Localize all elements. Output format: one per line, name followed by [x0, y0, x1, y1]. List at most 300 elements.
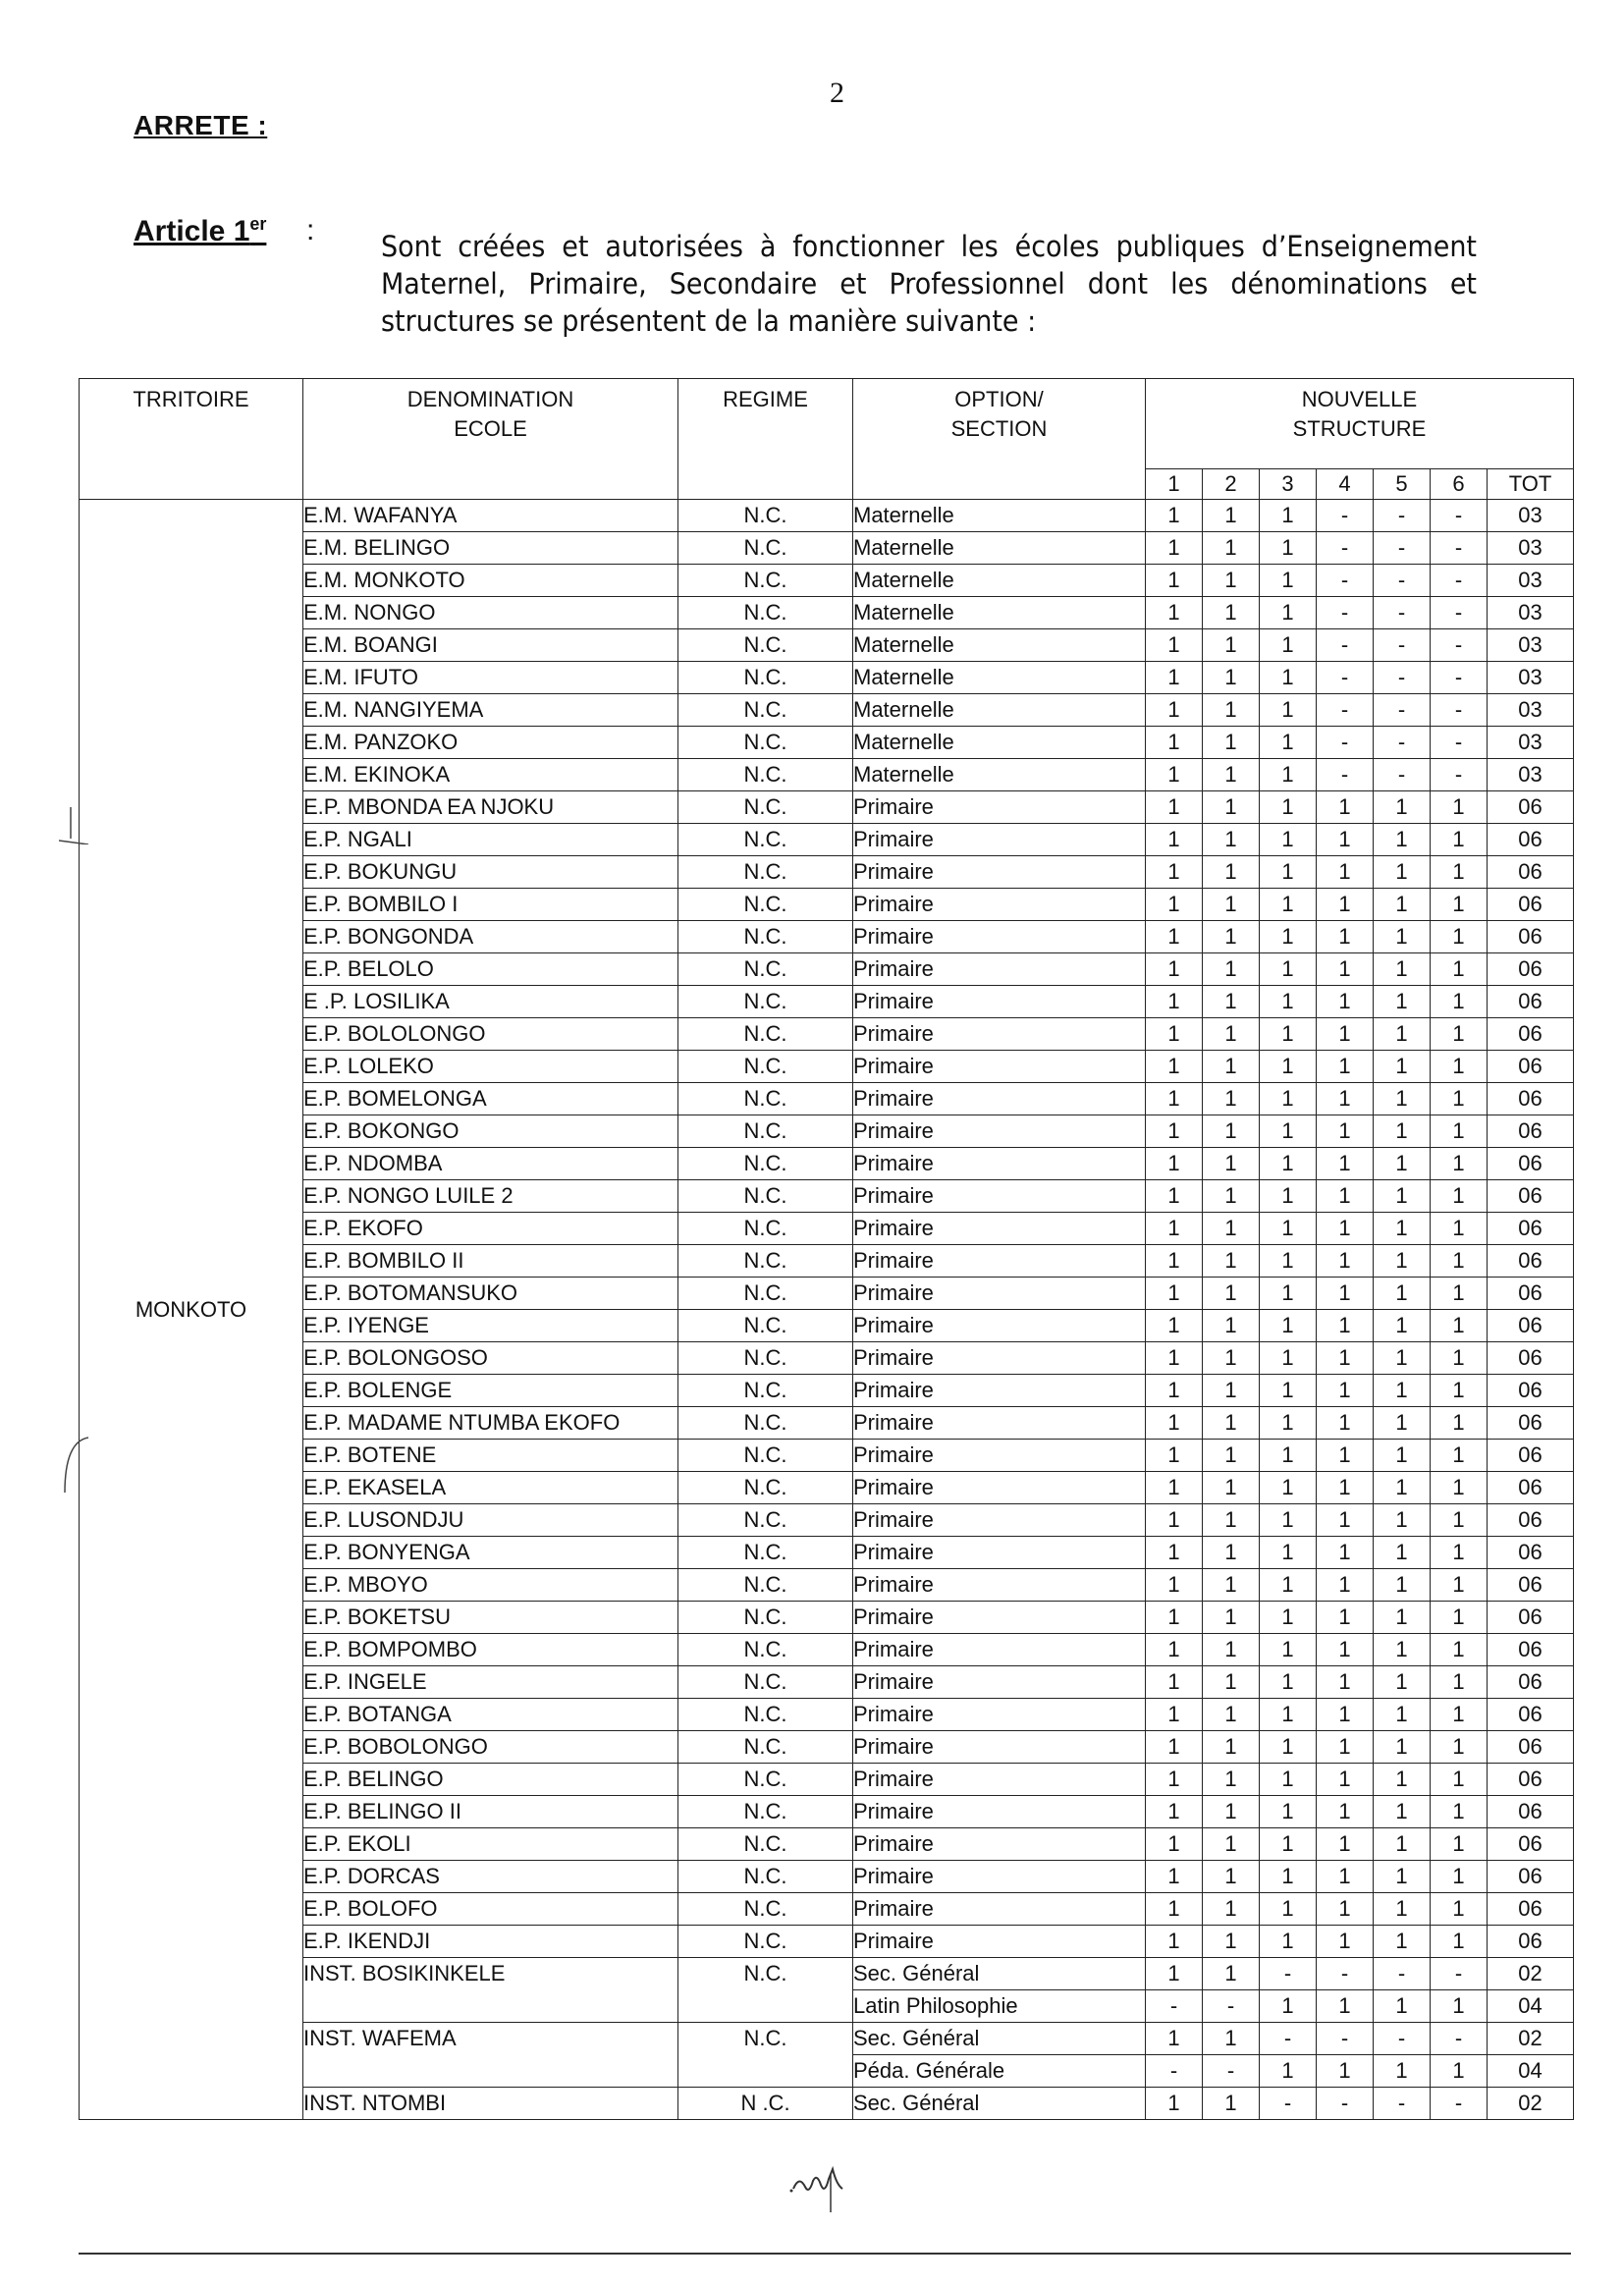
table-row — [80, 1051, 1574, 1083]
table-row — [80, 1310, 1574, 1342]
regime-cell: N.C. — [678, 1180, 853, 1213]
option-cell: Primaire — [853, 1115, 1146, 1148]
level-cell: 1 — [1431, 1926, 1488, 1958]
level-cell: 1 — [1146, 1213, 1203, 1245]
table-row — [80, 1278, 1574, 1310]
table-row — [80, 1148, 1574, 1180]
option-cell: Péda. Générale — [853, 2055, 1146, 2088]
level-cell: 1 — [1374, 1278, 1431, 1310]
table-row — [80, 2055, 1574, 2088]
level-cell: 1 — [1431, 856, 1488, 889]
option-cell: Primaire — [853, 1504, 1146, 1537]
level-cell: 1 — [1431, 1537, 1488, 1569]
level-cell: 1 — [1146, 500, 1203, 532]
table-row — [80, 1537, 1574, 1569]
level-cell: 1 — [1146, 856, 1203, 889]
schools-table — [79, 378, 1574, 2120]
level-cell: 1 — [1374, 2055, 1431, 2088]
level-cell: 1 — [1146, 953, 1203, 986]
school-name-cell: E.P. BOLOFO — [303, 1893, 678, 1926]
level-cell: 1 — [1146, 1310, 1203, 1342]
level-cell: 1 — [1317, 1666, 1374, 1699]
level-cell: 1 — [1203, 565, 1260, 597]
table-row — [80, 1764, 1574, 1796]
margin-bracket-mark — [59, 1434, 98, 1493]
school-name-cell: E.P. BELOLO — [303, 953, 678, 986]
level-cell: 1 — [1317, 1180, 1374, 1213]
regime-cell: N.C. — [678, 1569, 853, 1602]
level-cell: 1 — [1203, 1666, 1260, 1699]
school-name-cell: E.P. BOMBILO II — [303, 1245, 678, 1278]
total-cell: 06 — [1488, 1537, 1574, 1569]
total-cell: 02 — [1488, 2023, 1574, 2055]
option-cell: Primaire — [853, 1083, 1146, 1115]
regime-cell: N.C. — [678, 1342, 853, 1375]
level-cell: - — [1374, 2023, 1431, 2055]
level-cell: 1 — [1203, 2023, 1260, 2055]
total-cell: 03 — [1488, 597, 1574, 629]
total-cell: 06 — [1488, 1083, 1574, 1115]
level-cell: 1 — [1317, 824, 1374, 856]
level-cell: 1 — [1203, 1828, 1260, 1861]
table-row — [80, 824, 1574, 856]
total-cell: 06 — [1488, 1861, 1574, 1893]
level-cell: 1 — [1260, 1893, 1317, 1926]
school-name-cell: E.P. EKOFO — [303, 1213, 678, 1245]
level-cell: 1 — [1203, 921, 1260, 953]
table-row — [80, 1472, 1574, 1504]
total-cell: 06 — [1488, 1472, 1574, 1504]
level-cell: - — [1431, 532, 1488, 565]
level-cell: 1 — [1374, 953, 1431, 986]
level-cell: 1 — [1317, 1018, 1374, 1051]
regime-cell: N.C. — [678, 565, 853, 597]
school-name-cell: E.M. IFUTO — [303, 662, 678, 694]
table-row — [80, 1926, 1574, 1958]
level-cell: 1 — [1146, 1666, 1203, 1699]
total-cell: 04 — [1488, 2055, 1574, 2088]
article-colon: : — [306, 214, 315, 246]
level-cell: 1 — [1431, 1861, 1488, 1893]
table-row — [80, 727, 1574, 759]
level-cell: 1 — [1317, 1342, 1374, 1375]
arrete-heading: ARRETE : — [134, 110, 268, 140]
school-name-cell: E.P. BOMBILO I — [303, 889, 678, 921]
total-cell: 06 — [1488, 1245, 1574, 1278]
level-cell: 1 — [1374, 1310, 1431, 1342]
regime-cell: N.C. — [678, 1537, 853, 1569]
level-cell: 1 — [1260, 1796, 1317, 1828]
regime-cell: N.C. — [678, 727, 853, 759]
school-name-cell: E.P. DORCAS — [303, 1861, 678, 1893]
total-cell: 04 — [1488, 1990, 1574, 2023]
level-cell: 1 — [1203, 500, 1260, 532]
table-row — [80, 1342, 1574, 1375]
level-cell: - — [1374, 662, 1431, 694]
level-cell: 1 — [1203, 1958, 1260, 1990]
header-option-line1: OPTION/ — [954, 387, 1044, 411]
total-cell: 06 — [1488, 1893, 1574, 1926]
level-cell: - — [1374, 532, 1431, 565]
option-cell: Primaire — [853, 1602, 1146, 1634]
level-cell: 1 — [1374, 1990, 1431, 2023]
school-name-cell: E.P. BOKUNGU — [303, 856, 678, 889]
table-row — [80, 1440, 1574, 1472]
option-cell: Primaire — [853, 1148, 1146, 1180]
regime-cell: N.C. — [678, 889, 853, 921]
level-cell: - — [1374, 597, 1431, 629]
level-cell: 1 — [1431, 1180, 1488, 1213]
level-cell: 1 — [1203, 1537, 1260, 1569]
school-name-cell: E.M. EKINOKA — [303, 759, 678, 791]
level-cell: 1 — [1431, 1310, 1488, 1342]
level-cell: 1 — [1374, 856, 1431, 889]
table-row — [80, 1180, 1574, 1213]
level-cell: - — [1431, 597, 1488, 629]
header-level: 6 — [1431, 469, 1488, 500]
level-cell: 1 — [1260, 532, 1317, 565]
level-cell: 1 — [1260, 759, 1317, 791]
level-cell: 1 — [1431, 1828, 1488, 1861]
total-cell: 06 — [1488, 1213, 1574, 1245]
level-cell: 1 — [1203, 1407, 1260, 1440]
level-cell: 1 — [1374, 1083, 1431, 1115]
option-cell: Primaire — [853, 791, 1146, 824]
level-cell: 1 — [1431, 1666, 1488, 1699]
level-cell: 1 — [1260, 1990, 1317, 2023]
level-cell: 1 — [1317, 1115, 1374, 1148]
level-cell: 1 — [1431, 2055, 1488, 2088]
regime-cell: N.C. — [678, 921, 853, 953]
level-cell: 1 — [1203, 759, 1260, 791]
level-cell: 1 — [1203, 1796, 1260, 1828]
level-cell: 1 — [1317, 1796, 1374, 1828]
level-cell: 1 — [1431, 1440, 1488, 1472]
level-cell: 1 — [1431, 824, 1488, 856]
regime-cell: N.C. — [678, 1666, 853, 1699]
total-cell: 06 — [1488, 1278, 1574, 1310]
level-cell: 1 — [1203, 662, 1260, 694]
level-cell: 1 — [1203, 986, 1260, 1018]
school-name-cell: E.P. BOTOMANSUKO — [303, 1278, 678, 1310]
option-cell: Primaire — [853, 824, 1146, 856]
table-row — [80, 1602, 1574, 1634]
level-cell: 1 — [1203, 1051, 1260, 1083]
table-row — [80, 1569, 1574, 1602]
level-cell: 1 — [1146, 791, 1203, 824]
level-cell: 1 — [1260, 1699, 1317, 1731]
level-cell: 1 — [1146, 1634, 1203, 1666]
school-name-cell: INST. NTOMBI — [303, 2088, 678, 2120]
level-cell: 1 — [1431, 986, 1488, 1018]
level-cell: - — [1431, 1958, 1488, 1990]
regime-cell: N.C. — [678, 1375, 853, 1407]
level-cell: 1 — [1146, 2088, 1203, 2120]
regime-cell: N.C. — [678, 1926, 853, 1958]
level-cell: 1 — [1203, 856, 1260, 889]
level-cell: 1 — [1146, 1407, 1203, 1440]
level-cell: 1 — [1260, 1213, 1317, 1245]
total-cell: 03 — [1488, 500, 1574, 532]
total-cell: 06 — [1488, 1342, 1574, 1375]
level-cell: 1 — [1317, 953, 1374, 986]
header-denomination-line1: DENOMINATION — [406, 387, 574, 411]
level-cell: 1 — [1146, 662, 1203, 694]
level-cell: - — [1431, 694, 1488, 727]
school-name-cell: E.P. EKASELA — [303, 1472, 678, 1504]
level-cell: 1 — [1317, 1569, 1374, 1602]
level-cell: 1 — [1317, 1699, 1374, 1731]
option-cell: Primaire — [853, 1764, 1146, 1796]
level-cell: 1 — [1260, 1537, 1317, 1569]
level-cell: 1 — [1203, 791, 1260, 824]
option-cell: Maternelle — [853, 662, 1146, 694]
level-cell: 1 — [1203, 1018, 1260, 1051]
level-cell: 1 — [1203, 1115, 1260, 1148]
school-name-cell: E.M. WAFANYA — [303, 500, 678, 532]
level-cell: 1 — [1374, 1213, 1431, 1245]
level-cell: 1 — [1374, 1764, 1431, 1796]
level-cell: 1 — [1431, 1893, 1488, 1926]
level-cell: 1 — [1203, 1245, 1260, 1278]
school-name-cell: E.P. IKENDJI — [303, 1926, 678, 1958]
level-cell: 1 — [1146, 597, 1203, 629]
level-cell: 1 — [1146, 727, 1203, 759]
table-row — [80, 1990, 1574, 2023]
regime-cell: N.C. — [678, 1440, 853, 1472]
level-cell: 1 — [1374, 1537, 1431, 1569]
total-cell: 02 — [1488, 2088, 1574, 2120]
table-row — [80, 986, 1574, 1018]
level-cell: 1 — [1260, 1342, 1317, 1375]
level-cell: 1 — [1260, 1634, 1317, 1666]
total-cell: 06 — [1488, 1504, 1574, 1537]
schools-table-body — [80, 500, 1574, 2120]
option-cell: Maternelle — [853, 694, 1146, 727]
level-cell: 1 — [1374, 824, 1431, 856]
school-name-cell: E.P. IYENGE — [303, 1310, 678, 1342]
level-cell: 1 — [1374, 889, 1431, 921]
table-row — [80, 2088, 1574, 2120]
regime-cell: N.C. — [678, 1958, 853, 1990]
total-cell: 06 — [1488, 953, 1574, 986]
level-cell: 1 — [1146, 1375, 1203, 1407]
level-cell: - — [1431, 727, 1488, 759]
level-cell: - — [1317, 532, 1374, 565]
total-cell: 06 — [1488, 791, 1574, 824]
level-cell: 1 — [1146, 1148, 1203, 1180]
option-cell: Primaire — [853, 1051, 1146, 1083]
level-cell: 1 — [1260, 1018, 1317, 1051]
level-cell: - — [1317, 2023, 1374, 2055]
level-cell: - — [1317, 1958, 1374, 1990]
total-cell: 03 — [1488, 662, 1574, 694]
level-cell: 1 — [1431, 1278, 1488, 1310]
level-cell: 1 — [1260, 727, 1317, 759]
table-row — [80, 889, 1574, 921]
level-cell: 1 — [1146, 1115, 1203, 1148]
option-cell: Primaire — [853, 921, 1146, 953]
regime-cell: N.C. — [678, 1634, 853, 1666]
total-cell: 03 — [1488, 727, 1574, 759]
level-cell: 1 — [1146, 824, 1203, 856]
option-cell: Primaire — [853, 889, 1146, 921]
regime-cell: N.C. — [678, 791, 853, 824]
level-cell: 1 — [1374, 1504, 1431, 1537]
article-label-sup: er — [249, 214, 267, 234]
school-name-cell: INST. WAFEMA — [303, 2023, 678, 2055]
regime-cell: N.C. — [678, 694, 853, 727]
regime-cell: N.C. — [678, 1861, 853, 1893]
level-cell: 1 — [1146, 1440, 1203, 1472]
level-cell: 1 — [1431, 1245, 1488, 1278]
regime-cell: N.C. — [678, 1407, 853, 1440]
table-row — [80, 921, 1574, 953]
school-name-cell: E.P. EKOLI — [303, 1828, 678, 1861]
header-regime — [678, 379, 853, 500]
level-cell: 1 — [1203, 1342, 1260, 1375]
table-row — [80, 953, 1574, 986]
level-cell: - — [1317, 727, 1374, 759]
level-cell: 1 — [1317, 1926, 1374, 1958]
total-cell: 03 — [1488, 629, 1574, 662]
regime-cell: N.C. — [678, 759, 853, 791]
level-cell: 1 — [1317, 1083, 1374, 1115]
level-cell: 1 — [1374, 1569, 1431, 1602]
level-cell: 1 — [1260, 629, 1317, 662]
level-cell: 1 — [1260, 1407, 1317, 1440]
total-cell: 06 — [1488, 889, 1574, 921]
total-cell: 06 — [1488, 1148, 1574, 1180]
option-cell: Primaire — [853, 1926, 1146, 1958]
option-cell: Primaire — [853, 1018, 1146, 1051]
header-level: 4 — [1317, 469, 1374, 500]
table-row — [80, 1407, 1574, 1440]
table-row — [80, 1731, 1574, 1764]
header-territoire-label: TRRITOIRE — [133, 387, 249, 411]
level-cell: 1 — [1317, 1537, 1374, 1569]
total-cell: 06 — [1488, 1051, 1574, 1083]
total-cell: 06 — [1488, 1440, 1574, 1472]
level-cell: 1 — [1260, 500, 1317, 532]
regime-cell: N.C. — [678, 532, 853, 565]
level-cell: 1 — [1431, 1634, 1488, 1666]
regime-cell: N .C. — [678, 2088, 853, 2120]
level-cell: 1 — [1431, 1764, 1488, 1796]
school-name-cell: E.P. INGELE — [303, 1666, 678, 1699]
level-cell: 1 — [1317, 921, 1374, 953]
table-row — [80, 597, 1574, 629]
level-cell: - — [1431, 662, 1488, 694]
level-cell: 1 — [1317, 1634, 1374, 1666]
level-cell: 1 — [1374, 1375, 1431, 1407]
level-cell: 1 — [1203, 824, 1260, 856]
table-row — [80, 565, 1574, 597]
level-cell: 1 — [1260, 1602, 1317, 1634]
option-cell: Primaire — [853, 1796, 1146, 1828]
table-row — [80, 532, 1574, 565]
level-cell: 1 — [1431, 921, 1488, 953]
school-name-cell: E.P. NDOMBA — [303, 1148, 678, 1180]
level-cell: 1 — [1374, 1796, 1431, 1828]
level-cell: 1 — [1203, 1310, 1260, 1342]
level-cell: 1 — [1203, 889, 1260, 921]
level-cell: 1 — [1431, 1115, 1488, 1148]
level-cell: 1 — [1431, 1051, 1488, 1083]
level-cell: 1 — [1146, 1828, 1203, 1861]
header-level: 5 — [1374, 469, 1431, 500]
level-cell: 1 — [1374, 1893, 1431, 1926]
level-cell: - — [1374, 2088, 1431, 2120]
level-cell: 1 — [1203, 1375, 1260, 1407]
header-level: 1 — [1146, 469, 1203, 500]
level-cell: 1 — [1317, 889, 1374, 921]
level-cell: - — [1146, 2055, 1203, 2088]
regime-cell: N.C. — [678, 856, 853, 889]
school-name-cell: E.M. BELINGO — [303, 532, 678, 565]
level-cell: 1 — [1146, 1537, 1203, 1569]
regime-cell: N.C. — [678, 1472, 853, 1504]
table-row — [80, 1213, 1574, 1245]
header-total: TOT — [1488, 469, 1574, 500]
level-cell: 1 — [1374, 1342, 1431, 1375]
level-cell: 1 — [1374, 1634, 1431, 1666]
table-row — [80, 500, 1574, 532]
option-cell: Primaire — [853, 1537, 1146, 1569]
level-cell: - — [1431, 2088, 1488, 2120]
level-cell: - — [1146, 1990, 1203, 2023]
regime-cell: N.C. — [678, 1051, 853, 1083]
regime-cell: N.C. — [678, 662, 853, 694]
regime-cell: N.C. — [678, 1504, 853, 1537]
regime-cell: N.C. — [678, 597, 853, 629]
option-cell: Primaire — [853, 986, 1146, 1018]
level-cell: 1 — [1146, 921, 1203, 953]
option-cell: Primaire — [853, 1180, 1146, 1213]
total-cell: 06 — [1488, 1828, 1574, 1861]
level-cell: - — [1431, 2023, 1488, 2055]
level-cell: 1 — [1317, 791, 1374, 824]
level-cell: 1 — [1431, 1990, 1488, 2023]
level-cell: 1 — [1431, 791, 1488, 824]
level-cell: 1 — [1317, 1051, 1374, 1083]
school-name-cell: E.M. MONKOTO — [303, 565, 678, 597]
table-row — [80, 1828, 1574, 1861]
option-cell: Primaire — [853, 1634, 1146, 1666]
total-cell: 06 — [1488, 1602, 1574, 1634]
level-cell: - — [1374, 727, 1431, 759]
level-cell: 1 — [1203, 694, 1260, 727]
table-row — [80, 2023, 1574, 2055]
level-cell: 1 — [1317, 1213, 1374, 1245]
regime-cell: N.C. — [678, 1764, 853, 1796]
level-cell: 1 — [1374, 1731, 1431, 1764]
option-cell: Sec. Général — [853, 2023, 1146, 2055]
level-cell: 1 — [1260, 2055, 1317, 2088]
level-cell: 1 — [1260, 1440, 1317, 1472]
table-row — [80, 1083, 1574, 1115]
level-cell: - — [1374, 500, 1431, 532]
table-row — [80, 1115, 1574, 1148]
level-cell: 1 — [1374, 791, 1431, 824]
level-cell: 1 — [1260, 1115, 1317, 1148]
regime-cell: N.C. — [678, 629, 853, 662]
level-cell: 1 — [1260, 1828, 1317, 1861]
level-cell: 1 — [1203, 1731, 1260, 1764]
level-cell: 1 — [1374, 1115, 1431, 1148]
header-option — [853, 379, 1146, 500]
school-name-cell: E.P. BOLOLONGO — [303, 1018, 678, 1051]
